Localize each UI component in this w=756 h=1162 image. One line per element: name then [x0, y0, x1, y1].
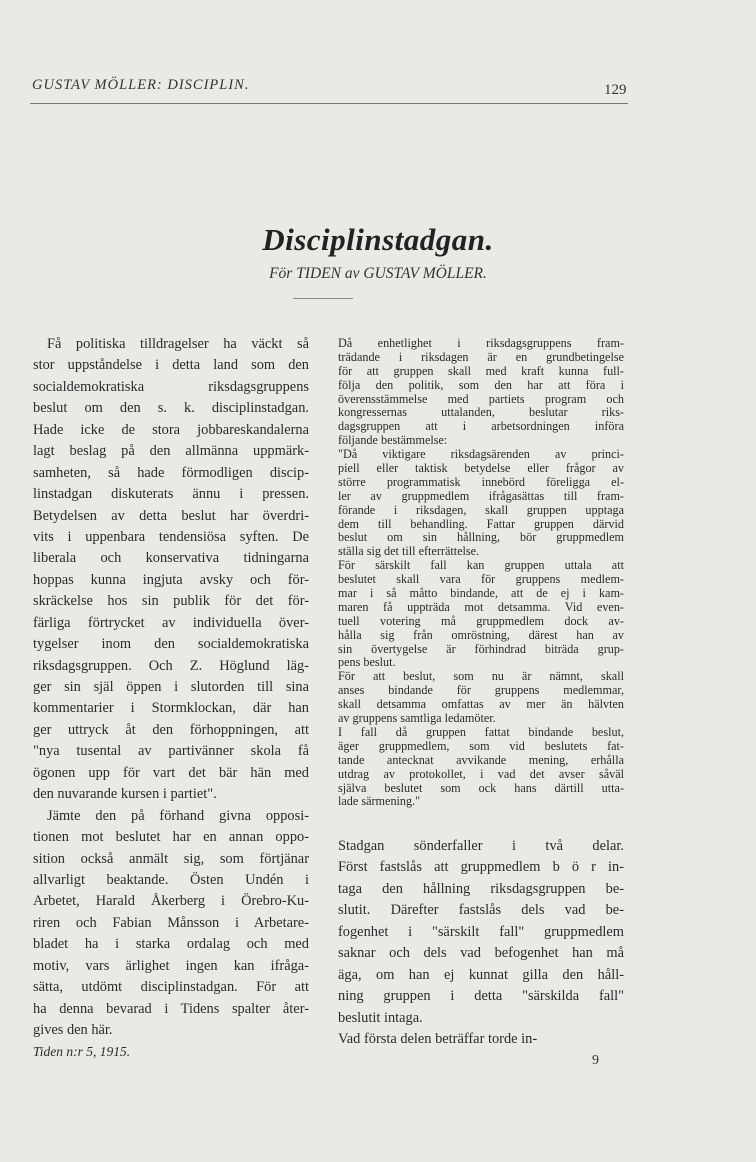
text-line: hoppas kunna ingjuta avsky och för- [33, 571, 309, 588]
right-column-text [338, 836, 624, 1050]
text-line: skall detsamma omfattas av mer än hälvten [338, 697, 624, 712]
text-line: den nuvarande kursen i partiet". [33, 786, 217, 803]
text-line: I fall då gruppen fattat bindande beslut, [338, 724, 624, 739]
text-line: sin övertygelse är förhindrad biträda grup- [338, 641, 624, 656]
text-line: allvarligt beaktande. Östen Undén i [33, 871, 309, 888]
page-number: 129 [604, 82, 627, 98]
text-line: Få politiska tilldragelser ha väckt så [47, 336, 309, 352]
article-title: Disciplinstadgan. [262, 222, 494, 257]
text-line: "nya tusental av partivänner skola få [33, 743, 309, 760]
text-line: sition också anmält sig, som förtjänar [33, 850, 309, 867]
article-byline: För TIDEN av GUSTAV MÖLLER. [269, 265, 487, 282]
text-line: äga, om han ej kunnat gilla den håll- [338, 966, 624, 983]
text-line: socialdemokratiska riksdagsgruppens [33, 378, 309, 395]
text-line: beslut om sin hållning, bör gruppmedlem [338, 530, 624, 545]
text-line: Då enhetlighet i riksdagsgruppens fram- [338, 336, 624, 350]
right-column-quoted-statute [338, 337, 624, 809]
text-line: ning gruppen i detta "särskilda fall" [338, 988, 624, 1005]
text-line: följande bestämmelse: [338, 433, 448, 448]
title-divider [293, 298, 353, 299]
text-line: Betydelsen av detta beslut har överdri- [33, 507, 309, 524]
text-line: följa den politik, som den har att föra i [338, 377, 624, 392]
text-line: riren och Fabian Månsson i Arbetare- [33, 914, 309, 931]
text-line: lade särmening." [338, 794, 421, 809]
header-rule [30, 103, 628, 104]
text-line: äger gruppmedlem, som vid beslutets fat- [338, 738, 624, 753]
text-line: riksdagsgruppen. Och Z. Höglund läg- [33, 657, 309, 674]
text-line: av gruppens samtliga ledamöter. [338, 711, 496, 726]
text-line: beslutit intaga. [338, 1009, 423, 1026]
text-line: piell eller taktisk betydelse eller frågor av [338, 461, 624, 476]
text-line: hålla sig från omröstning, därest han av [338, 627, 624, 642]
text-line: större programmatisk innebörd föreligga el- [338, 474, 624, 489]
text-line: beslutet skall vara för gruppens medlem- [338, 572, 624, 587]
text-line: maren få uppträda mot detsamma. Vid even- [338, 599, 624, 614]
running-head: GUSTAV MÖLLER: DISCIPLIN. [32, 77, 250, 93]
text-line: dem till behandling. Fattar gruppen därvid [338, 516, 624, 531]
text-line: samheten, så hade förmodligen discip- [33, 464, 309, 481]
text-line: taga den hållning riksdagsgruppen be- [338, 880, 624, 897]
text-line: beslut om den s. k. disciplinstadgan. [33, 400, 309, 417]
text-line: förande i riksdagen, skall gruppen upptaga [338, 502, 624, 517]
text-line: saknar och dels vad befogenhet han må [338, 945, 624, 962]
text-line: Hade icke de stora jobbareskandalerna [33, 421, 309, 438]
text-line: skräckelse hos sin publik för det för- [33, 593, 309, 610]
text-line: Stadgan sönderfaller i två delar. [338, 838, 624, 854]
text-line: "Då viktigare riksdagsärenden av princi- [338, 447, 624, 462]
signature-mark: 9 [592, 1053, 599, 1068]
text-line: slutit. Därefter fastslås dels vad be- [338, 902, 624, 919]
text-line: pens beslut. [338, 655, 396, 670]
text-line: kommentarier i Stormklockan, där han [33, 700, 309, 717]
text-line: överensstämmelse med partiets program och [338, 391, 624, 406]
text-line: färliga förtrycket av individuella över- [33, 614, 309, 631]
text-line: tygelser inom den socialdemokratiska [33, 636, 309, 653]
text-line: gives den här. [33, 1022, 113, 1038]
text-line: Först fastslås att gruppmedlem b ö r in- [338, 859, 624, 876]
text-line: linstadgan diskuterats ännu i pressen. [33, 486, 309, 503]
left-column-text [33, 334, 309, 1041]
text-line: bladet ha i starka ordalag och med [33, 936, 309, 953]
text-line: liberala och konservativa tidningarna [33, 550, 309, 567]
text-line: lagt beslag på den allmänna uppmärk- [33, 443, 309, 460]
text-line: anses bindande för gruppens medlemmar, [338, 683, 624, 698]
text-line: tuell votering må gruppmedlem dock av- [338, 613, 624, 628]
text-line: mar i så måtto bindande, att de ej i kam- [338, 586, 624, 601]
text-line: För särskilt fall kan gruppen uttala att [338, 558, 624, 573]
text-line: trädande i riksdagen är en grundbetingelse [338, 349, 624, 364]
text-line: ställa sig det till efterrättelse. [338, 544, 480, 559]
source-signature: Tiden n:r 5, 1915. [33, 1044, 131, 1059]
text-line: tionen mot beslutet har en annan oppo- [33, 829, 309, 846]
text-line: motiv, vars ärlighet ingen kan ifråga- [33, 957, 309, 974]
text-line: för att gruppen skall med kraft kunna full- [338, 363, 624, 378]
text-line: Jämte den på förhand givna opposi- [47, 807, 309, 824]
text-line: ögonen upp för vart det bär hän med [33, 764, 309, 781]
text-line: dagsgruppen att i arbetsordningen införa [338, 419, 624, 434]
text-line: Arbetet, Harald Åkerberg i Örebro-Ku- [33, 893, 309, 910]
text-line: tande antecknat avvikande mening, erhålla [338, 752, 624, 767]
text-line: själva beslutet som ock hans därtill utta- [338, 780, 624, 795]
text-line: ger uttryck åt den förhoppningen, att [33, 721, 309, 738]
text-line: sätta, utdömt disciplinstadgan. För att [33, 979, 309, 996]
text-line: ger sin själ öppen i slutorden till sina [33, 679, 309, 695]
text-line: vits i uppenbara tendensiösa syften. De [33, 528, 309, 545]
text-line: För att beslut, som nu är nämnt, skall [338, 669, 624, 684]
text-line: kongressernas uttalanden, beslutar riks- [338, 405, 624, 420]
text-line: ha denna bevarad i Tidens spalter åter- [33, 1000, 309, 1017]
text-line: ler av gruppmedlem ifrågasättas till fram- [338, 488, 624, 503]
text-line: stor uppståndelse i detta land som den [33, 357, 309, 374]
text-line: fogenhet i "särskilt fall" gruppmedlem [338, 923, 624, 940]
text-line: Vad första delen beträffar torde in- [338, 1030, 538, 1047]
text-line: utdrag av protokollet, i vad det avser såväl [338, 766, 624, 781]
